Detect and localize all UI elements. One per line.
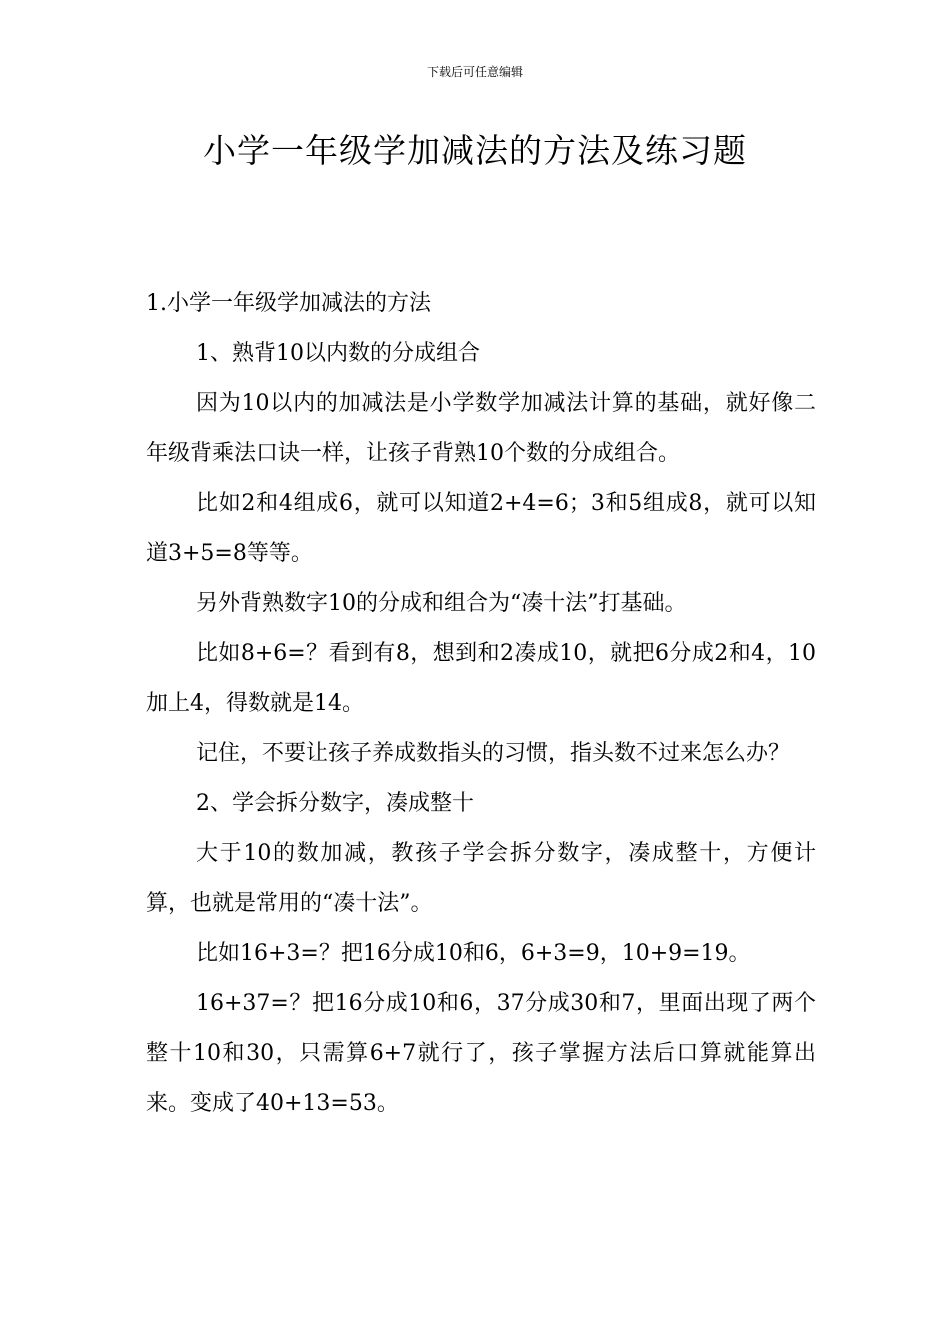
paragraph: 比如16+3=？把16分成10和6，6+3=9，10+9=19。 [196,941,751,966]
paragraph: 16+37=？把16分成10和6，37分成30和7，里面出现了两个整十10和30，只需算6+7就行了，孩子掌握方法后口算就能算出来。变成了40+13=53。 [146,991,816,1116]
header-note: 下载后可任意编辑 [426,65,523,79]
paragraph: 另外背熟数字10的分成和组合为“凑十法”打基础。 [196,591,687,616]
subheading-memorize: 1、熟背10以内数的分成组合 [196,341,480,366]
paragraph: 比如8+6=？看到有8，想到和2凑成10，就把6分成2和4，10加上4，得数就是14。 [146,641,816,716]
section-heading: 1.小学一年级学加减法的方法 [146,291,431,316]
paragraph: 记住，不要让孩子养成数指头的习惯，指头数不过来怎么办？ [196,741,791,766]
paragraph: 比如2和4组成6，就可以知道2+4=6；3和5组成8，就可以知道3+5=8等等。 [146,491,816,566]
subheading-split-numbers: 2、学会拆分数字，凑成整十 [196,791,474,816]
paragraph: 因为10以内的加减法是小学数学加减法计算的基础，就好像二年级背乘法口诀一样，让孩子背熟10个数的分成组合。 [146,391,816,466]
document-body [146,279,816,1129]
document-title: 小学一年级学加减法的方法及练习题 [203,131,747,170]
paragraph: 大于10的数加减，教孩子学会拆分数字，凑成整十，方便计算，也就是常用的“凑十法”。 [146,841,816,916]
